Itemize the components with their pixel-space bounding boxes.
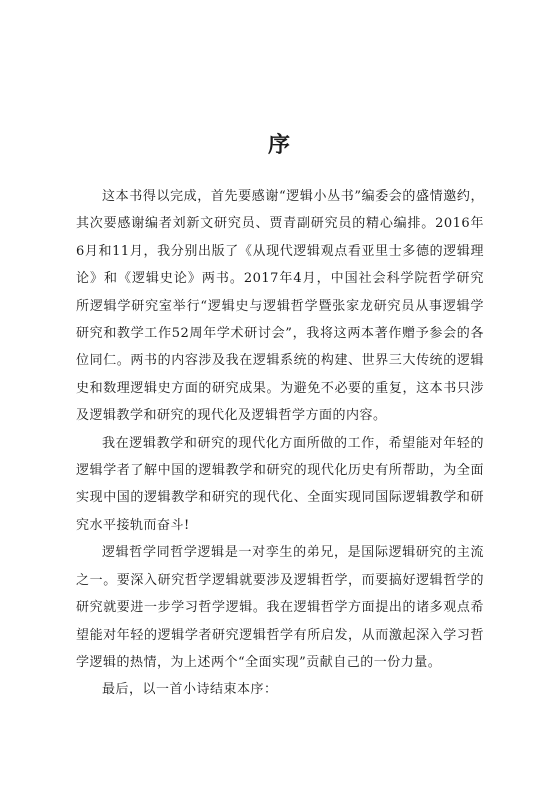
preface-body — [76, 183, 484, 704]
page-title: 序 — [267, 132, 292, 158]
paragraph: 逻辑哲学同哲学逻辑是一对孪生的弟兄，是国际逻辑研究的主流之一。要深入研究哲学逻辑就要涉及逻辑哲学，而要搞好逻辑哲学的研究就要进一步学习哲学逻辑。我在逻辑哲学方面提出的诸多观点希望能对年轻的逻辑学者研究逻辑哲学有所启发，从而激起深入学习哲学逻辑的热情，为上述两个“全面实现”贡献自己的一份力量。 — [76, 545, 484, 670]
paragraph: 我在逻辑教学和研究的现代化方面所做的工作，希望能对年轻的逻辑学者了解中国的逻辑教学和研究的现代化历史有所帮助，为全面实现中国的逻辑教学和研究的现代化、全面实现同国际逻辑教学和研究水平接轨而奋斗! — [76, 435, 484, 533]
paragraph: 这本书得以完成，首先要感谢“逻辑小丛书”编委会的盛情邀约，其次要感谢编者刘新文研究员、贾青副研究员的精心编排。2016年6月和11月，我分别出版了《从现代逻辑观点看亚里士多德的逻辑理论》和《逻辑史论》两书。2017年4月，中国社会科学院哲学研究所逻辑学研究室举行“逻辑史与逻辑哲学暨张家龙研究员从事逻辑学研究和教学工作52周年学术研讨会”，我将这两本著作赠予参会的各位同仁。两书的内容涉及我在逻辑系统的构建、世界三大传统的逻辑史和数理逻辑史方面的研究成果。为避免不必要的重复，这本书只涉及逻辑教学和研究的现代化及逻辑哲学方面的内容。 — [76, 189, 484, 424]
paragraph: 最后，以一首小诗结束本序： — [102, 682, 278, 698]
